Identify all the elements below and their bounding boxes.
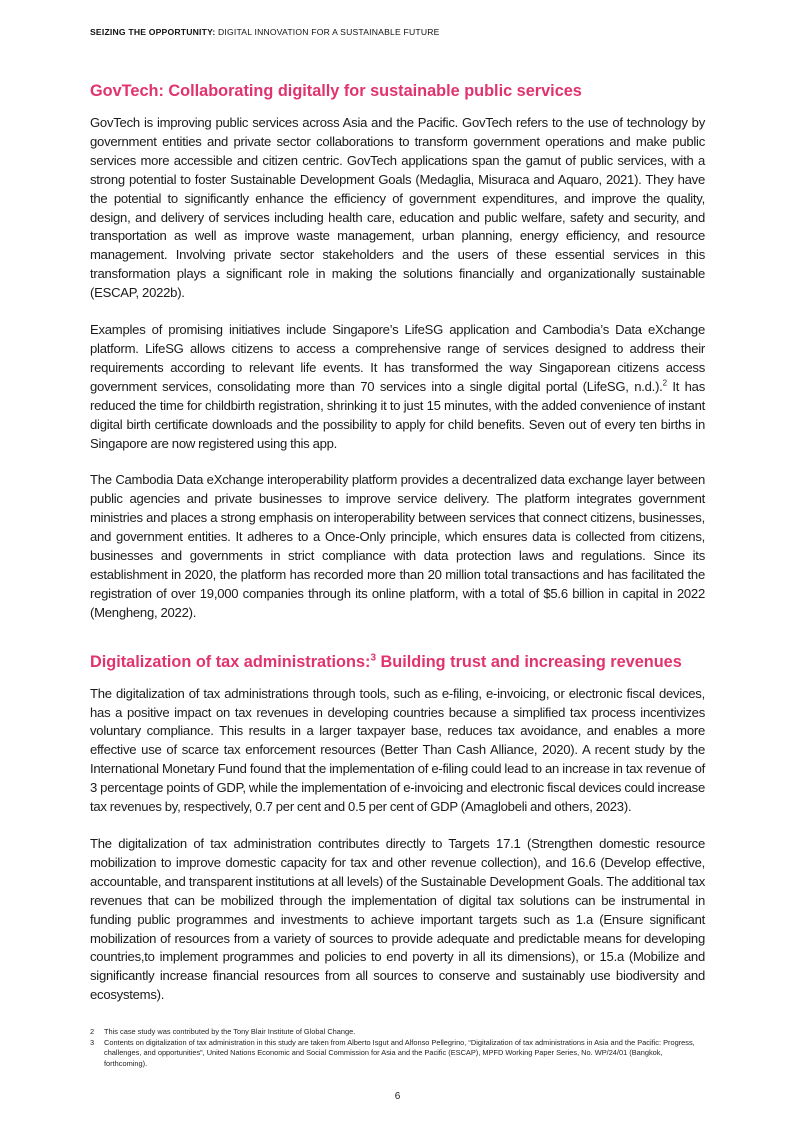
footnote-number: 2 — [90, 1027, 95, 1037]
footnote-ref-2[interactable]: 2 — [662, 378, 667, 388]
paragraph — [90, 321, 705, 453]
running-header-bold: SEIZING THE OPPORTUNITY: — [90, 27, 216, 37]
footnote-number: 3 — [90, 1037, 95, 1047]
section-heading-tax — [90, 651, 705, 673]
page-number: 6 — [394, 1091, 401, 1103]
running-header-rest: DIGITAL INNOVATION FOR A SUSTAINABLE FUTURE — [215, 27, 440, 37]
footnote — [90, 1027, 705, 1038]
paragraph: The Cambodia Data eXchange interoperability platform provides a decentralized data exchange layer between public agencies and private businesses to improve service delivery. The platform integrates government ministries and places a strong emphasis on interoperability between services that connect citizens, businesses, and government entities. It adheres to a Once-Only principle, which ensures data is collected from citizens, businesses and governments in strict compliance with data protection laws and regulations. Since its establishment in 2020, the platform has recorded more than 20 million total transactions and has facilitated the registration of over 19,000 companies through its online platform, with a total of $5.6 billion in capital in 2022 (Mengheng, 2022). — [90, 472, 705, 620]
paragraph-text: It has reduced the time for childbirth registration, shrinking it to just 15 minutes, with the added convenience of instant digital birth certificate downloads and the possibility to apply for child benefits. Seven out of every ten births in Singapore are now registered using this app. — [90, 378, 705, 451]
paragraph: The digitalization of tax administration contributes directly to Targets 17.1 (Strengthen domestic resource mobilization to improve domestic capacity for tax and other revenue collection), and 16.6 (Develop effective, accountable, and transparent institutions at all levels) of the Sustainable Development Goals. The additional tax revenues that can be mobilized through the implementation of digital tax solutions can be instrumental in funding public programmes and investments to achieve important targets such as 1.a (Ensure significant mobilization of resources from a variety of sources to provide adequate and predictable means for developing countries,to implement programmes and policies to end poverty in all its dimensions), or 15.a (Mobilize and significantly increase financial resources from all sources to conserve and sustainably use biodiversity and ecosystems). — [90, 836, 705, 1003]
footnote-text: This case study was contributed by the Tony Blair Institute of Global Change. — [104, 1027, 356, 1037]
heading-text: Building trust and increasing revenues — [376, 652, 682, 671]
paragraph: GovTech is improving public services across Asia and the Pacific. GovTech refers to the use of technology by government entities and private sector collaborations to transform government operations and make public services more accessible and citizen centric. GovTech applications span the gamut of public services, with a strong potential to foster Sustainable Development Goals (Medaglia, Misuraca and Aquaro, 2021). They have the potential to significantly enhance the efficiency of government expenditures, and improve the quality, design, and delivery of services including health care, education and public welfare, safety and security, and transportation as well as improve waste management, urban planning, energy efficiency, and resource management. Involving private sector stakeholders and the users of these essential services in this transformation plays a significant role in making the solutions financially and organizationally sustainable (ESCAP, 2022b). — [90, 115, 705, 301]
footnote — [90, 1038, 705, 1070]
footnote-ref-3[interactable]: 3 — [370, 652, 376, 664]
footnotes — [90, 1027, 705, 1069]
main-content — [90, 80, 705, 1005]
footnote-text: Contents on digitalization of tax administration in this study are taken from Alberto Isgut and Alfonso Pellegrino, “Digitalization of tax administrations in Asia and the Pacific: Progress, challenges, and opportunities”, United Nations Economic and Social Commission for Asia and the Pacific (ESCAP), MPFD Working Paper Series, No. WP/24/01 (Bangkok, forthcoming). — [104, 1037, 695, 1068]
heading-text: Digitalization of tax administrations: — [90, 652, 371, 671]
section-heading-govtech: GovTech: Collaborating digitally for sustainable public services — [90, 82, 582, 100]
paragraph: The digitalization of tax administrations through tools, such as e-filing, e-invoicing, or electronic fiscal devices, has a positive impact on tax revenues in developing countries because a simplified tax process incentivizes voluntary compliance. This results in a larger taxpayer base, reduces tax avoidance, and enables a more effective use of scarce tax enforcement resources (Better Than Cash Alliance, 2020). A recent study by the International Monetary Fund found that the implementation of e-filing could lead to an increase in tax revenue of 3 percentage points of GDP, while the implementation of e-invoicing and electronic fiscal devices could increase tax revenues by, respectively, 0.7 per cent and 0.5 per cent of GDP (Amaglobeli and others, 2023). — [90, 685, 705, 815]
paragraph-text: Examples of promising initiatives include Singapore’s LifeSG application and Cambodia’s Data eXchange platform. LifeSG allows citizens to access a comprehensive range of services designed to address their requirements according to relevant life events. It has transformed the way Singaporean citizens access government services, consolidating more than 70 services into a single digital portal (LifeSG, n.d.). — [90, 322, 705, 394]
running-header — [90, 27, 705, 38]
